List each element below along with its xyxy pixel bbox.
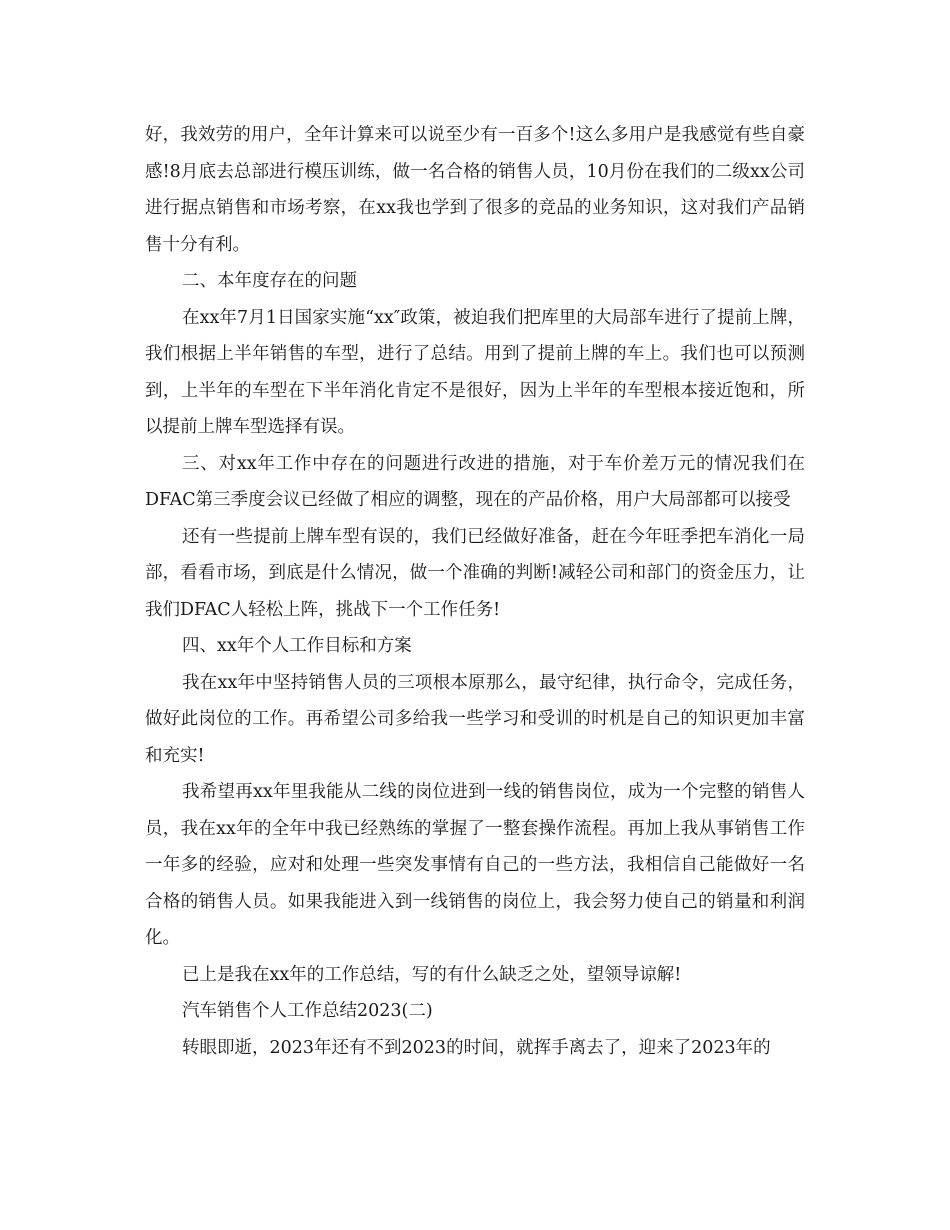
paragraph-goals: 我希望再xx年里我能从二线的岗位进到一线的销售岗位，成为一个完整的销售人员，我在xx年的全年中我已经熟练的掌握了一整套操作流程。再加上我从事销售工作一年多的经验，应对和处理一些突发事情有自己的一些方法，我相信自己能做好一名合格的销售人员。如果我能进入到一线销售的岗位上，我会努力使自己的销量和利润化。 [145, 782, 805, 948]
paragraph-new-intro: 转眼即逝，2023年还有不到2023的时间，就挥手离去了，迎来了2023年的 [182, 1037, 771, 1058]
paragraph-continued-intro: 好，我效劳的用户，全年计算来可以说至少有一百多个!这么多用户是我感觉有些自豪感!8月底去总部进行模压训练，做一名合格的销售人员，10月份在我们的二级xx公司进行据点销售和市场考察，在xx我也学到了很多的竞品的业务知识，这对我们产品销售十分有利。 [145, 125, 805, 255]
paragraph-section-3: 三、对xx年工作中存在的问题进行改进的措施，对于车价差万元的情况我们在DFAC第三季度会议已经做了相应的调整，现在的产品价格，用户大局部都可以接受 [145, 453, 805, 510]
paragraph-preparation: 还有一些提前上牌车型有误的，我们已经做好准备，赶在今年旺季把车消化一局部，看看市场，到底是什么情况，做一个准确的判断!减轻公司和部门的资金压力，让我们DFAC人轻松上阵，挑战下一个工作任务! [145, 526, 805, 620]
document-body [145, 117, 805, 1066]
heading-summary-2: 汽车销售个人工作总结2023(二) [182, 1001, 433, 1021]
paragraph-policy-issue: 在xx年7月1日国家实施“xx″政策，被迫我们把库里的大局部车进行了提前上牌，我们根据上半年销售的车型，进行了总结。用到了提前上牌的车上。我们也可以预测到，上半年的车型在下半年消化肯定不是很好，因为上半年的车型根本接近饱和，所以提前上牌车型选择有误。 [145, 307, 805, 437]
heading-section-2: 二、本年度存在的问题 [182, 271, 357, 291]
paragraph-principles: 我在xx年中坚持销售人员的三项根本原那么，最守纪律，执行命令，完成任务，做好此岗位的工作。再希望公司多给我一些学习和受训的时机是自己的知识更加丰富和充实! [145, 672, 805, 766]
heading-section-4: 四、xx年个人工作目标和方案 [182, 636, 412, 656]
paragraph-closing: 已上是我在xx年的工作总结，写的有什么缺乏之处，望领导谅解! [182, 964, 682, 985]
